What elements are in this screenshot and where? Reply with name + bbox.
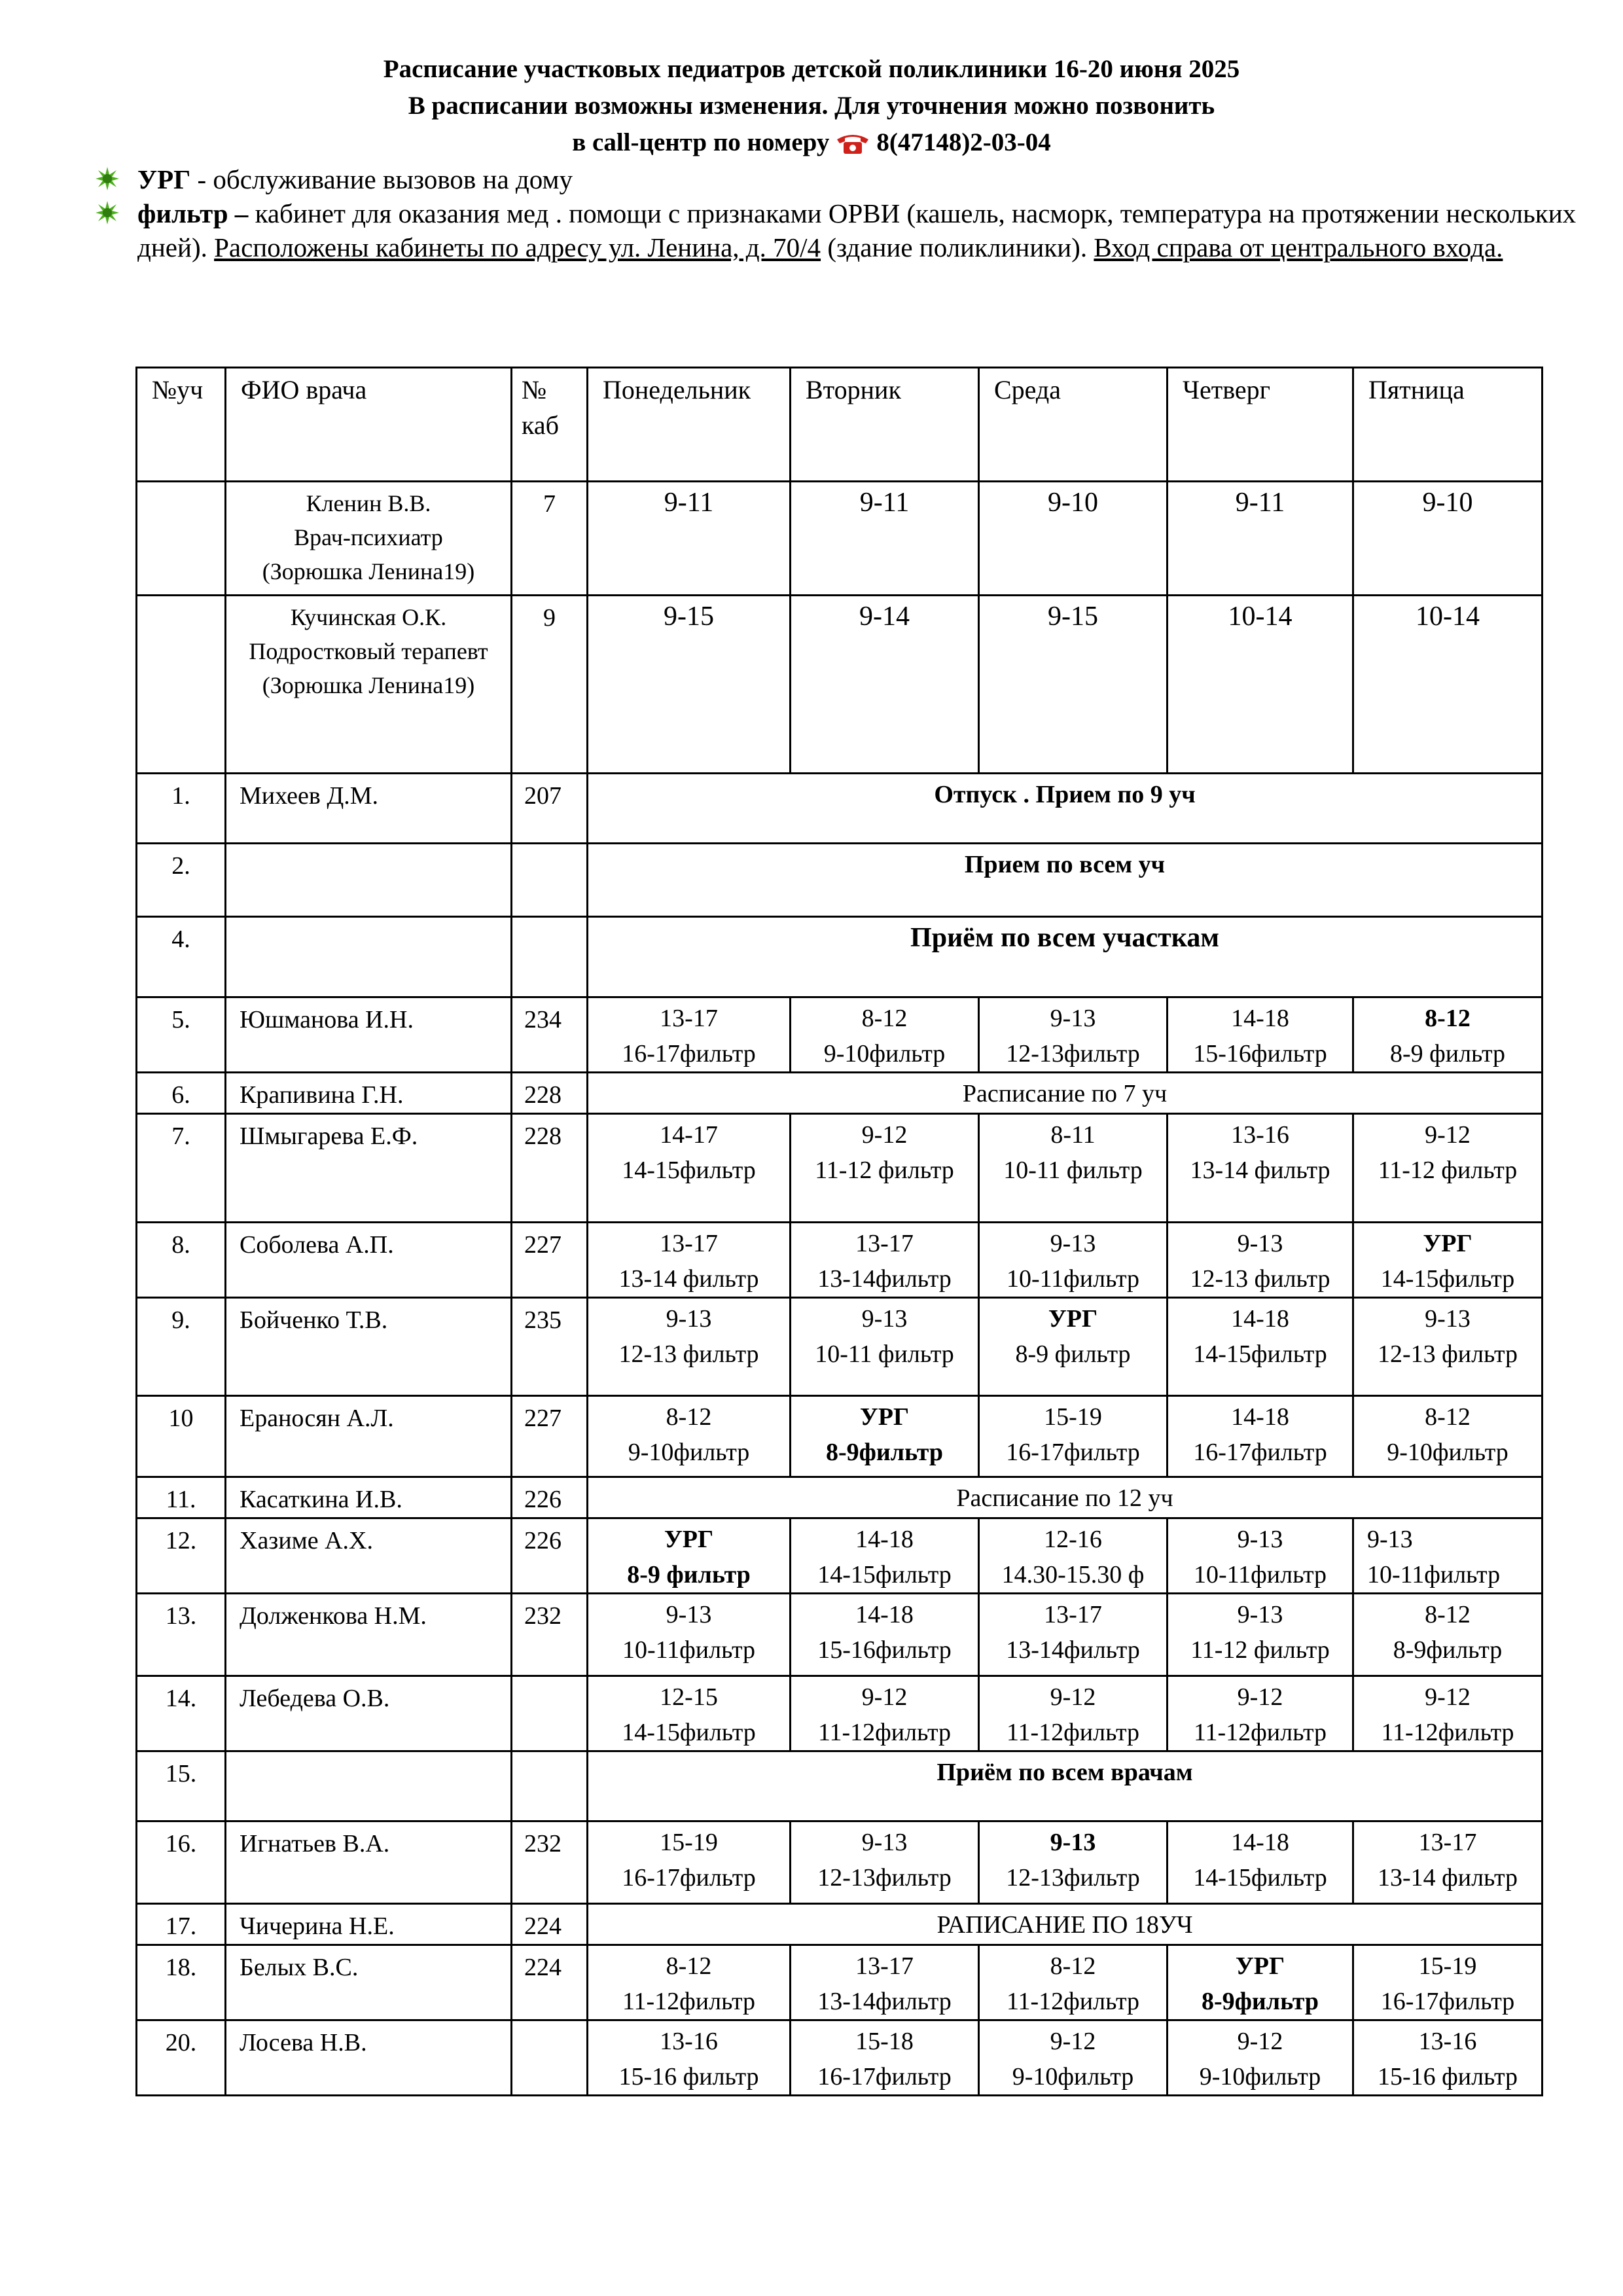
- day-cell: [979, 1676, 1168, 1751]
- table-row: [137, 997, 1543, 1073]
- work-hours: 9-13: [666, 1305, 712, 1333]
- doctor-info: [226, 596, 512, 774]
- day-cell: [979, 1396, 1168, 1477]
- work-hours: 9-12: [1237, 2028, 1283, 2055]
- filter-description: кабинет для оказания мед . помощи с признаками ОРВИ (кашель, насморк, температура на протяжении нескольких дней).: [137, 198, 1577, 262]
- day-cell: 9-10: [1353, 482, 1543, 596]
- filter-hours: 13-14фильтр: [817, 1988, 952, 2015]
- work-hours: 8-12: [861, 1005, 908, 1032]
- cabinet-number: 227: [512, 1396, 588, 1477]
- day-cell: [791, 1396, 979, 1477]
- day-cell: [1168, 997, 1353, 1073]
- day-cell: [979, 1223, 1168, 1298]
- doctor-name: Лосева Н.В.: [226, 2020, 512, 2096]
- filter-hours: 8-9 фильтр: [1015, 1340, 1131, 1368]
- row-num: 12.: [137, 1518, 226, 1594]
- day-cell: [979, 1945, 1168, 2020]
- cabinet-number: 232: [512, 1821, 588, 1904]
- row-num: 17.: [137, 1904, 226, 1945]
- work-hours: 13-16: [1418, 2028, 1477, 2055]
- day-cell: [1168, 1945, 1353, 2020]
- day-cell: [791, 1676, 979, 1751]
- row-note: Приём по всем врачам: [588, 1751, 1543, 1821]
- doctor-name: Чичерина Н.Е.: [226, 1904, 512, 1945]
- cabinet-number: 232: [512, 1594, 588, 1676]
- filter-hours: 13-14фильтр: [817, 1265, 952, 1293]
- row-num: 9.: [137, 1298, 226, 1396]
- telephone-icon: [834, 130, 871, 155]
- day-cell: [791, 1298, 979, 1396]
- table-row: [137, 1945, 1543, 2020]
- day-cell: [1353, 997, 1543, 1073]
- table-row: [137, 774, 1543, 844]
- doctor-name: [226, 917, 512, 997]
- doctor-name: Шмыгарева Е.Ф.: [226, 1114, 512, 1223]
- day-cell: 9-10: [979, 482, 1168, 596]
- work-hours: 9-13: [861, 1829, 908, 1856]
- day-cell: [1353, 1594, 1543, 1676]
- row-num: 10: [137, 1396, 226, 1477]
- header-day-tue: Вторник: [791, 368, 979, 482]
- filter-hours: 8-9 фильтр: [1389, 1040, 1506, 1067]
- cabinet-number: [512, 1676, 588, 1751]
- work-hours: 13-17: [1044, 1601, 1102, 1628]
- cabinet-number: 226: [512, 1518, 588, 1594]
- filter-hours: 15-16фильтр: [1193, 1040, 1327, 1067]
- table-row: [137, 1594, 1543, 1676]
- filter-entrance: Вход справа от центрального входа.: [1094, 232, 1503, 262]
- header-cabinet-line1: №: [522, 375, 547, 404]
- day-cell: [1168, 1821, 1353, 1904]
- doctor-location: (Зорюшка Ленина19): [262, 672, 475, 698]
- header-day-fri: Пятница: [1353, 368, 1543, 482]
- filter-hours: 9-10фильтр: [1387, 1439, 1508, 1466]
- call-center-label: в call-центр по номеру: [572, 128, 830, 156]
- work-hours: 9-12: [1237, 1683, 1283, 1711]
- day-cell: 9-15: [979, 596, 1168, 774]
- filter-hours: 14-15фильтр: [622, 1157, 756, 1184]
- legend-item-urg: [95, 162, 1620, 196]
- table-row: [137, 1676, 1543, 1751]
- cabinet-number: 224: [512, 1945, 588, 2020]
- table-row: [137, 1396, 1543, 1477]
- filter-hours: 9-10фильтр: [823, 1040, 946, 1067]
- cabinet-number: 227: [512, 1223, 588, 1298]
- work-hours: 15-19: [1418, 1952, 1477, 1980]
- day-cell: [588, 1594, 791, 1676]
- work-hours: 13-16: [1231, 1121, 1289, 1149]
- work-hours: 9-13: [1425, 1305, 1471, 1333]
- day-cell: [979, 1821, 1168, 1904]
- work-hours: 8-12: [1050, 1952, 1096, 1980]
- filter-hours: 12-13фильтр: [1006, 1864, 1140, 1892]
- title-line-1: Расписание участковых педиатров детской поликлиники 16-20 июня 2025: [383, 55, 1240, 83]
- filter-hours: 9-10фильтр: [1199, 2063, 1321, 2090]
- doctor-name: Михеев Д.М.: [226, 774, 512, 844]
- work-hours: 8-12: [666, 1403, 712, 1431]
- doctor-location: (Зорюшка Ленина19): [262, 558, 475, 584]
- day-cell: 10-14: [1353, 596, 1543, 774]
- filter-hours: 12-13фильтр: [1006, 1040, 1140, 1067]
- filter-hours: 15-16 фильтр: [1377, 2063, 1518, 2090]
- work-hours: 13-17: [660, 1005, 718, 1032]
- work-hours: 15-19: [660, 1829, 718, 1856]
- doctor-name: Белых В.С.: [226, 1945, 512, 2020]
- day-cell: [588, 1114, 791, 1223]
- cabinet-number: [512, 917, 588, 997]
- doctor-info: [226, 482, 512, 596]
- table-row: [137, 1073, 1543, 1114]
- day-cell: [1168, 1518, 1353, 1594]
- day-cell: [1353, 1676, 1543, 1751]
- filter-hours: 16-17фильтр: [622, 1040, 756, 1067]
- day-cell: [588, 1945, 791, 2020]
- title-line-3: [572, 124, 1051, 161]
- doctor-name: Хазиме А.Х.: [226, 1518, 512, 1594]
- filter-hours: 10-11фильтр: [622, 1636, 756, 1664]
- filter-hours: 13-14фильтр: [1006, 1636, 1140, 1664]
- work-hours: УРГ: [664, 1526, 714, 1553]
- header-cabinet-line2: каб: [522, 410, 559, 440]
- cabinet-number: 9: [512, 596, 588, 774]
- day-cell: [1168, 1298, 1353, 1396]
- filter-hours: 11-12фильтр: [1381, 1719, 1514, 1746]
- cabinet-number: 228: [512, 1073, 588, 1114]
- day-cell: 9-11: [791, 482, 979, 596]
- filter-hours: 16-17фильтр: [1380, 1988, 1515, 2015]
- filter-hours: 16-17фильтр: [1193, 1439, 1327, 1466]
- work-hours: 9-12: [861, 1683, 908, 1711]
- filter-hours: 10-11фильтр: [1193, 1561, 1327, 1588]
- day-cell: [1168, 1223, 1353, 1298]
- work-hours: 9-13: [1050, 1230, 1096, 1257]
- row-num: 14.: [137, 1676, 226, 1751]
- filter-hours: 8-9фильтр: [1201, 1988, 1319, 2015]
- table-row: [137, 1751, 1543, 1821]
- filter-hours: 13-14 фильтр: [1190, 1157, 1330, 1184]
- filter-hours: 11-12 фильтр: [815, 1157, 954, 1184]
- table-row: [137, 1904, 1543, 1945]
- work-hours: 9-12: [1425, 1683, 1471, 1711]
- filter-hours: 11-12фильтр: [622, 1988, 756, 2015]
- day-cell: [791, 1518, 979, 1594]
- work-hours: УРГ: [859, 1403, 910, 1431]
- row-note: Приём по всем участкам: [588, 917, 1543, 997]
- work-hours: 15-19: [1044, 1403, 1102, 1431]
- day-cell: [979, 1594, 1168, 1676]
- doctor-role: Врач-психиатр: [294, 524, 443, 550]
- filter-hours: 14-15фильтр: [817, 1561, 952, 1588]
- row-num: 15.: [137, 1751, 226, 1821]
- legend-item-filter: [95, 196, 1620, 264]
- work-hours: 12-15: [660, 1683, 718, 1711]
- filter-hours: 10-11фильтр: [1006, 1265, 1140, 1293]
- work-hours: 13-17: [855, 1952, 914, 1980]
- day-cell: [1353, 1114, 1543, 1223]
- doctor-name: [226, 1751, 512, 1821]
- schedule-table: [135, 367, 1543, 2096]
- work-hours: 9-13: [1050, 1829, 1096, 1856]
- work-hours: 9-12: [861, 1121, 908, 1149]
- row-num: 11.: [137, 1477, 226, 1518]
- table-row: [137, 1223, 1543, 1298]
- row-num: 13.: [137, 1594, 226, 1676]
- header-day-thu: Четверг: [1168, 368, 1353, 482]
- row-note: РАПИСАНИЕ ПО 18УЧ: [588, 1904, 1543, 1945]
- day-cell: [1353, 1396, 1543, 1477]
- urg-description: - обслуживание вызовов на дому: [190, 164, 573, 194]
- day-cell: [791, 1594, 979, 1676]
- work-hours: УРГ: [1235, 1952, 1285, 1980]
- day-cell: [791, 1114, 979, 1223]
- doctor-name: Кучинская О.К.: [290, 604, 447, 630]
- day-cell: [588, 1821, 791, 1904]
- day-cell: [588, 1518, 791, 1594]
- work-hours: 13-17: [855, 1230, 914, 1257]
- cabinet-number: [512, 844, 588, 917]
- day-cell: [1168, 1114, 1353, 1223]
- green-starburst-bullet-icon: [95, 166, 120, 191]
- work-hours: 8-12: [1425, 1005, 1471, 1032]
- header-cabinet: [512, 368, 588, 482]
- work-hours: 9-13: [1237, 1526, 1283, 1553]
- filter-hours: 11-12 фильтр: [1378, 1157, 1518, 1184]
- day-cell: 9-11: [1168, 482, 1353, 596]
- cabinet-number: 234: [512, 997, 588, 1073]
- day-cell: 9-15: [588, 596, 791, 774]
- filter-hours: 12-13 фильтр: [1190, 1265, 1330, 1293]
- filter-hours: 10-11 фильтр: [815, 1340, 954, 1368]
- work-hours: 9-12: [1050, 1683, 1096, 1711]
- work-hours: 9-13: [1237, 1230, 1283, 1257]
- filter-hours: 8-9 фильтр: [627, 1561, 751, 1588]
- doctor-name: Игнатьев В.А.: [226, 1821, 512, 1904]
- doctor-name: Ераносян А.Л.: [226, 1396, 512, 1477]
- day-cell: [1353, 1945, 1543, 2020]
- filter-hours: 16-17фильтр: [1006, 1439, 1140, 1466]
- filter-hours: 8-9фильтр: [1393, 1636, 1503, 1664]
- work-hours: 14-18: [855, 1526, 914, 1553]
- work-hours: 13-17: [1418, 1829, 1477, 1856]
- filter-hours: 14-15фильтр: [1193, 1864, 1327, 1892]
- day-cell: 9-14: [791, 596, 979, 774]
- day-cell: [791, 1821, 979, 1904]
- day-cell: [1353, 1821, 1543, 1904]
- filter-hours: 11-12 фильтр: [1190, 1636, 1330, 1664]
- day-cell: [1353, 1518, 1543, 1594]
- table-row: [137, 1114, 1543, 1223]
- work-hours: 9-13: [666, 1601, 712, 1628]
- row-num: 8.: [137, 1223, 226, 1298]
- filter-hours: 11-12фильтр: [1006, 1988, 1140, 2015]
- row-num: 7.: [137, 1114, 226, 1223]
- filter-hours: 8-9фильтр: [825, 1439, 944, 1466]
- row-num: 5.: [137, 997, 226, 1073]
- day-cell: [979, 1114, 1168, 1223]
- title-line-2: В расписании возможны изменения. Для уточнения можно позвонить: [408, 92, 1215, 120]
- filter-term: фильтр –: [137, 198, 249, 228]
- cabinet-number: 224: [512, 1904, 588, 1945]
- filter-hours: 10-11 фильтр: [1003, 1157, 1143, 1184]
- work-hours: 9-13: [1367, 1526, 1413, 1553]
- work-hours: 8-12: [1425, 1601, 1471, 1628]
- filter-address: Расположены кабинеты по адресу ул. Ленина, д. 70/4: [214, 232, 821, 262]
- work-hours: 9-13: [861, 1305, 908, 1333]
- table-row: [137, 1518, 1543, 1594]
- day-cell: [979, 2020, 1168, 2096]
- row-note: Отпуск . Прием по 9 уч: [588, 774, 1543, 844]
- table-row: [137, 844, 1543, 917]
- work-hours: 8-12: [1425, 1403, 1471, 1431]
- day-cell: [1168, 1676, 1353, 1751]
- doctor-name: Юшманова И.Н.: [226, 997, 512, 1073]
- cabinet-number: [512, 2020, 588, 2096]
- work-hours: 15-18: [855, 2028, 914, 2055]
- header-name: ФИО врача: [226, 368, 512, 482]
- filter-building: (здание поликлиники).: [821, 232, 1094, 262]
- work-hours: УРГ: [1423, 1230, 1472, 1257]
- filter-hours: 14-15фильтр: [622, 1719, 756, 1746]
- doctor-name: Соболева А.П.: [226, 1223, 512, 1298]
- day-cell: [791, 997, 979, 1073]
- cabinet-number: 207: [512, 774, 588, 844]
- day-cell: [1168, 1594, 1353, 1676]
- row-num: 20.: [137, 2020, 226, 2096]
- filter-hours: 12-13 фильтр: [1377, 1340, 1518, 1368]
- work-hours: 14-18: [1231, 1403, 1289, 1431]
- work-hours: 9-12: [1425, 1121, 1471, 1149]
- row-note: Прием по всем уч: [588, 844, 1543, 917]
- page-header: [0, 51, 1623, 161]
- work-hours: 8-12: [666, 1952, 712, 1980]
- day-cell: [791, 1223, 979, 1298]
- green-starburst-bullet-icon: [95, 200, 120, 225]
- day-cell: [1168, 1396, 1353, 1477]
- day-cell: [588, 997, 791, 1073]
- row-num: 2.: [137, 844, 226, 917]
- work-hours: 13-16: [660, 2028, 718, 2055]
- row-num: 16.: [137, 1821, 226, 1904]
- filter-hours: 11-12фильтр: [1006, 1719, 1140, 1746]
- filter-hours: 15-16фильтр: [817, 1636, 952, 1664]
- doctor-name: Лебедева О.В.: [226, 1676, 512, 1751]
- day-cell: [588, 1396, 791, 1477]
- filter-hours: 14-15фильтр: [1380, 1265, 1515, 1293]
- work-hours: 9-13: [1237, 1601, 1283, 1628]
- day-cell: 10-14: [1168, 596, 1353, 774]
- work-hours: 8-11: [1050, 1121, 1096, 1149]
- filter-hours: 11-12фильтр: [1193, 1719, 1327, 1746]
- table-row: [137, 1821, 1543, 1904]
- specialist-row: [137, 482, 1543, 596]
- day-cell: [588, 1223, 791, 1298]
- doctor-name: [226, 844, 512, 917]
- filter-hours: 12-13фильтр: [817, 1864, 952, 1892]
- cabinet-number: [512, 1751, 588, 1821]
- doctor-name: Касаткина И.В.: [226, 1477, 512, 1518]
- table-row: [137, 1298, 1543, 1396]
- work-hours: 9-13: [1050, 1005, 1096, 1032]
- doctor-role: Подростковый терапевт: [249, 638, 488, 664]
- row-num: 6.: [137, 1073, 226, 1114]
- filter-hours: 14.30-15.30 ф: [1001, 1561, 1145, 1588]
- day-cell: [791, 1945, 979, 2020]
- row-num: 18.: [137, 1945, 226, 2020]
- filter-hours: 13-14 фильтр: [618, 1265, 759, 1293]
- legend: [95, 162, 1620, 264]
- cabinet-number: 228: [512, 1114, 588, 1223]
- row-note: Расписание по 12 уч: [588, 1477, 1543, 1518]
- filter-hours: 9-10фильтр: [628, 1439, 750, 1466]
- day-cell: [588, 1676, 791, 1751]
- work-hours: 14-18: [1231, 1305, 1289, 1333]
- row-num: 4.: [137, 917, 226, 997]
- work-hours: 14-18: [1231, 1005, 1289, 1032]
- filter-hours: 12-13 фильтр: [618, 1340, 759, 1368]
- day-cell: [588, 1298, 791, 1396]
- day-cell: [1353, 1298, 1543, 1396]
- doctor-name: Кленин В.В.: [306, 490, 431, 516]
- work-hours: 13-17: [660, 1230, 718, 1257]
- filter-hours: 13-14 фильтр: [1377, 1864, 1518, 1892]
- filter-hours: 16-17фильтр: [622, 1864, 756, 1892]
- header-num: №уч: [137, 368, 226, 482]
- phone-number[interactable]: 8(47148)2-03-04: [876, 128, 1051, 156]
- day-cell: [1353, 1223, 1543, 1298]
- row-num: [137, 596, 226, 774]
- filter-hours: 9-10фильтр: [1012, 2063, 1134, 2090]
- cabinet-number: 7: [512, 482, 588, 596]
- day-cell: [979, 1298, 1168, 1396]
- header-day-wed: Среда: [979, 368, 1168, 482]
- table-header-row: [137, 368, 1543, 482]
- day-cell: [1353, 2020, 1543, 2096]
- row-num: [137, 482, 226, 596]
- header-day-mon: Понедельник: [588, 368, 791, 482]
- doctor-name: Крапивина Г.Н.: [226, 1073, 512, 1114]
- work-hours: 14-17: [660, 1121, 718, 1149]
- work-hours: 12-16: [1044, 1526, 1102, 1553]
- work-hours: УРГ: [1048, 1305, 1098, 1333]
- table-row: [137, 2020, 1543, 2096]
- row-num: 1.: [137, 774, 226, 844]
- urg-term: УРГ: [137, 164, 191, 194]
- filter-hours: 16-17фильтр: [817, 2063, 952, 2090]
- row-note: Расписание по 7 уч: [588, 1073, 1543, 1114]
- work-hours: 14-18: [855, 1601, 914, 1628]
- doctor-name: Долженкова Н.М.: [226, 1594, 512, 1676]
- day-cell: [1168, 2020, 1353, 2096]
- filter-hours: 11-12фильтр: [817, 1719, 952, 1746]
- filter-hours: 15-16 фильтр: [618, 2063, 759, 2090]
- filter-hours: 10-11фильтр: [1367, 1561, 1501, 1588]
- table-row: [137, 1477, 1543, 1518]
- cabinet-number: 235: [512, 1298, 588, 1396]
- work-hours: 14-18: [1231, 1829, 1289, 1856]
- day-cell: 9-11: [588, 482, 791, 596]
- day-cell: [979, 1518, 1168, 1594]
- doctor-name: Бойченко Т.В.: [226, 1298, 512, 1396]
- day-cell: [588, 2020, 791, 2096]
- day-cell: [791, 2020, 979, 2096]
- work-hours: 9-12: [1050, 2028, 1096, 2055]
- day-cell: [979, 997, 1168, 1073]
- filter-hours: 14-15фильтр: [1193, 1340, 1327, 1368]
- table-row: [137, 917, 1543, 997]
- cabinet-number: 226: [512, 1477, 588, 1518]
- specialist-row: [137, 596, 1543, 774]
